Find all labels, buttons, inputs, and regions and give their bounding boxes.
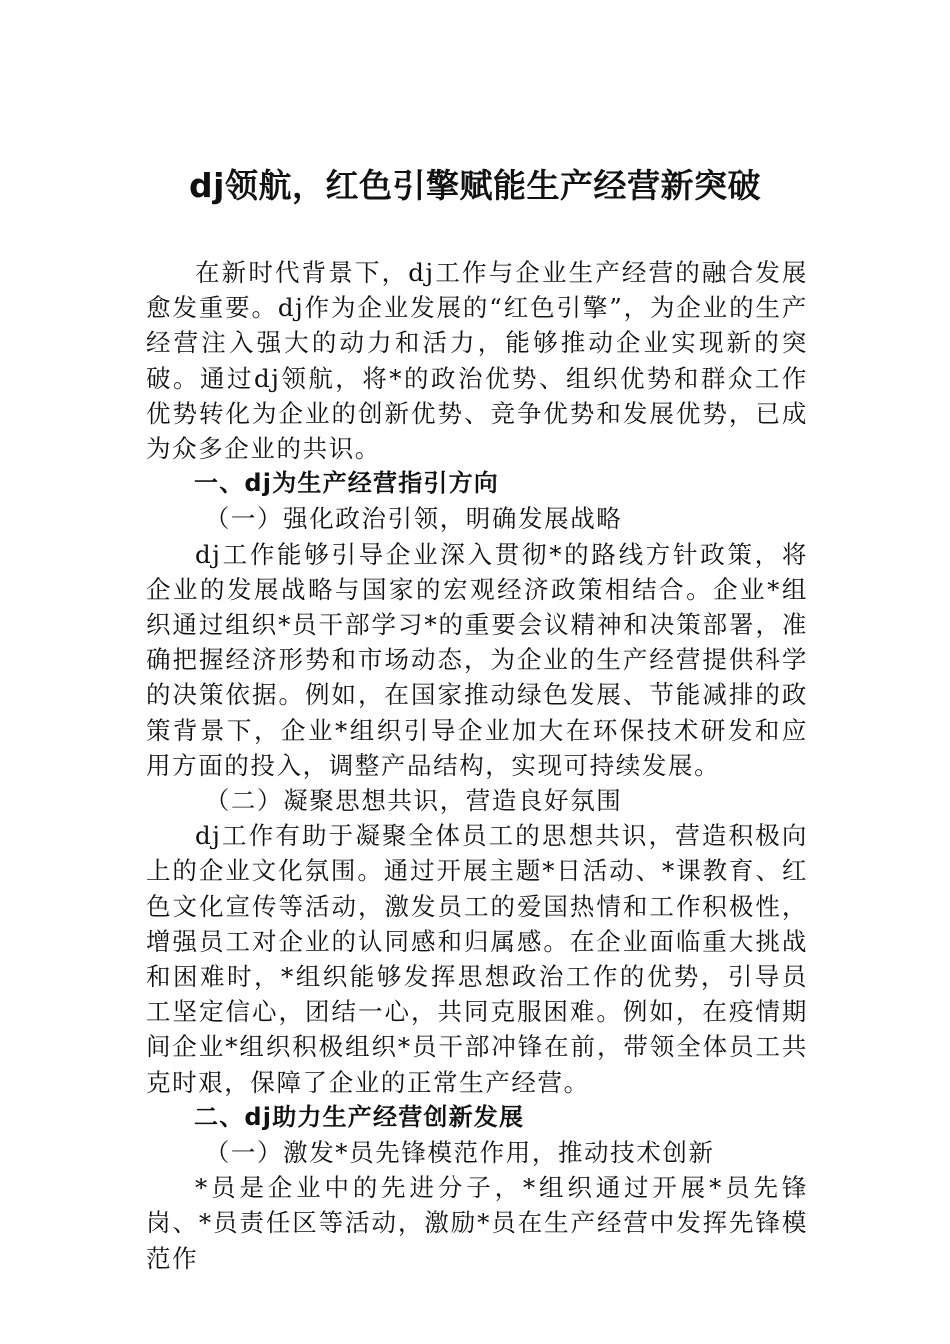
subsection-heading-1-2: （二）凝聚思想共识，营造良好氛围 bbox=[204, 786, 623, 816]
subsection-heading-1-1: （一）强化政治引领，明确发展战略 bbox=[204, 504, 623, 534]
document-body bbox=[146, 255, 808, 1276]
subsection-heading-2-1: （一）激发*员先锋模范作用，推动技术创新 bbox=[204, 1138, 715, 1168]
section-heading-2: 二、dj助力生产经营创新发展 bbox=[194, 1102, 525, 1131]
body-paragraph-2-1: *员是企业中的先进分子，*组织通过开展*员先锋岗、*员责任区等活动，激励*员在生产经营中发挥先锋模范作 bbox=[146, 1173, 808, 1273]
document-title: dj领航，红色引擎赋能生产经营新突破 bbox=[189, 166, 761, 205]
body-paragraph-1-2: dj工作有助于凝聚全体员工的思想共识，营造积极向上的企业文化氛围。通过开展主题*日活动、*课教育、红色文化宣传等活动，激发员工的爱国热情和工作积极性，增强员工对企业的认同感和归属感。在企业面临重大挑战和困难时，*组织能够发挥思想政治工作的优势，引导员工坚定信心，团结一心，共同克服困难。例如，在疫情期间企业*组织积极组织*员干部冲锋在前，带领全体员工共克时艰，保障了企业的正常生产经营。 bbox=[146, 821, 808, 1097]
section-heading-1: 一、dj为生产经营指引方向 bbox=[194, 469, 500, 498]
body-paragraph-1-1: dj工作能够引导企业深入贯彻*的路线方针政策，将企业的发展战略与国家的宏观经济政策相结合。企业*组织通过组织*员干部学习*的重要会议精神和决策部署，准确把握经济形势和市场动态，为企业的生产经营提供科学的决策依据。例如，在国家推动绿色发展、节能减排的政策背景下，企业*组织引导企业加大在环保技术研发和应用方面的投入，调整产品结构，实现可持续发展。 bbox=[146, 539, 808, 780]
intro-paragraph: 在新时代背景下，dj工作与企业生产经营的融合发展愈发重要。dj作为企业发展的“红色引擎”，为企业的生产经营注入强大的动力和活力，能够推动企业实现新的突破。通过dj领航，将*的政治优势、组织优势和群众工作优势转化为企业的创新优势、竞争优势和发展优势，已成为众多企业的共识。 bbox=[146, 258, 808, 464]
